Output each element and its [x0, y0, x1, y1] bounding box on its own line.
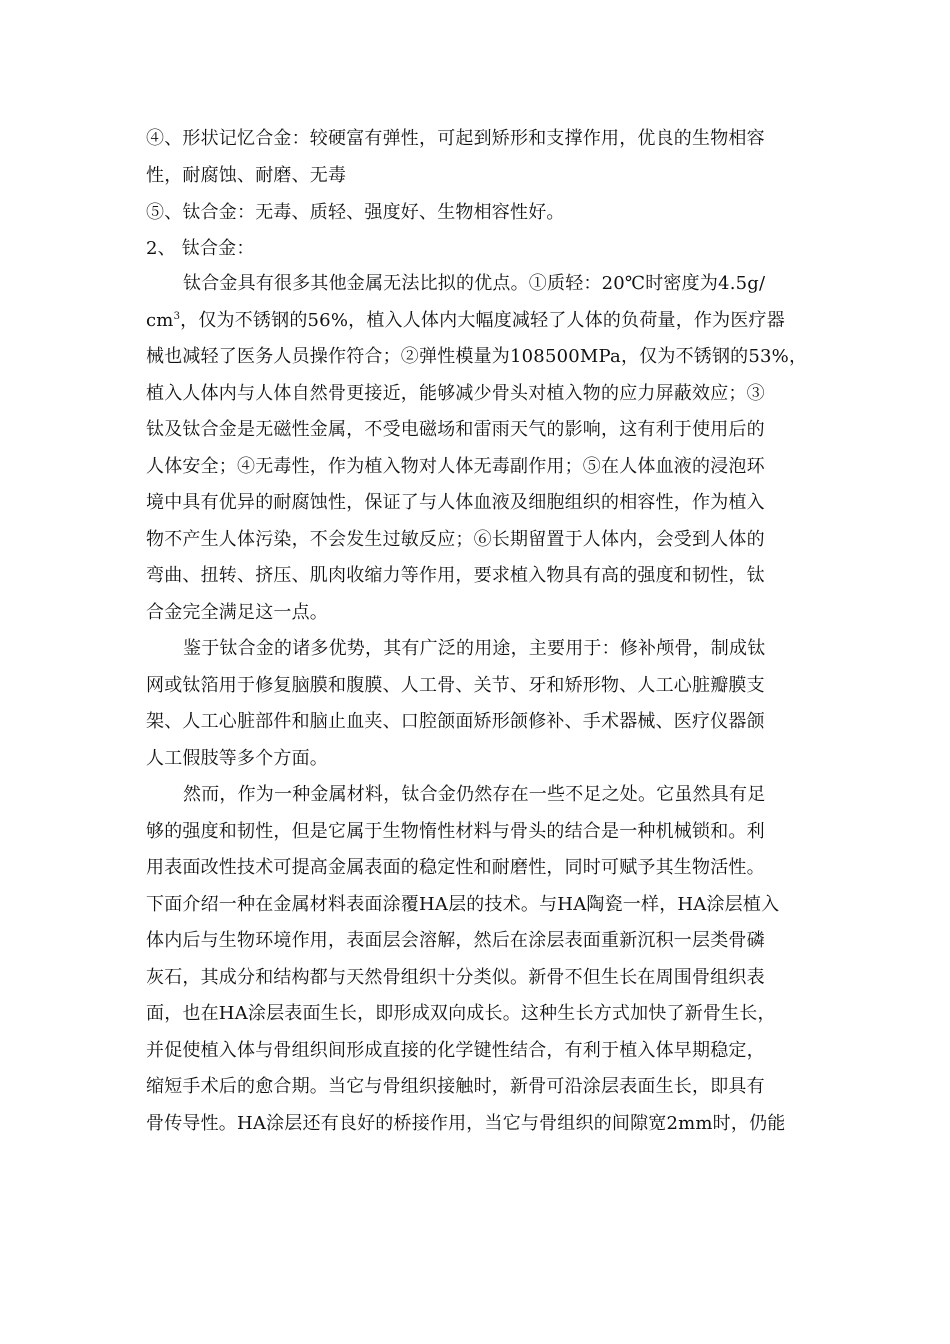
- paragraph-line: 下面介绍一种在金属材料表面涂覆HA层的技术。与HA陶瓷一样，HA涂层植入: [146, 894, 780, 915]
- paragraph-line: 缩短手术后的愈合期。当它与骨组织接触时，新骨可沿涂层表面生长，即具有: [146, 1076, 765, 1097]
- text-line: ⑤、钛合金：无毒、质轻、强度好、生物相容性好。: [146, 202, 565, 223]
- paragraph-line: 架、人工心脏部件和脑止血夹、口腔颌面矫形颌修补、手术器械、医疗仪器颌: [146, 711, 765, 732]
- paragraph-line: 网或钛箔用于修复脑膜和腹膜、人工骨、关节、牙和矫形物、人工心脏瓣膜支: [146, 675, 765, 696]
- paragraph-line: 够的强度和韧性，但是它属于生物惰性材料与骨头的结合是一种机械锁和。利: [146, 821, 765, 842]
- paragraph-line: 并促使植入体与骨组织间形成直接的化学键性结合，有利于植入体早期稳定，: [146, 1040, 765, 1061]
- paragraph-line: 灰石，其成分和结构都与天然骨组织十分类似。新骨不但生长在周围骨组织表: [146, 967, 765, 988]
- text-line: 性，耐腐蚀、耐磨、无毒: [146, 165, 347, 186]
- section-heading: 2、 钛合金：: [146, 238, 255, 259]
- paragraph-line: 体内后与生物环境作用，表面层会溶解，然后在涂层表面重新沉积一层类骨磷: [146, 930, 765, 951]
- superscript: 3: [173, 311, 181, 322]
- paragraph-line: 人工假肢等多个方面。: [146, 748, 328, 769]
- paragraph-line: 人体安全；④无毒性，作为植入物对人体无毒副作用；⑤在人体血液的浸泡环: [146, 456, 765, 477]
- paragraph-line: 弯曲、扭转、挤压、肌肉收缩力等作用，要求植入物具有高的强度和韧性，钛: [146, 565, 765, 586]
- paragraph-line: 用表面改性技术可提高金属表面的稳定性和耐磨性，同时可赋予其生物活性。: [146, 857, 765, 878]
- paragraph-line: 植入人体内与人体自然骨更接近，能够减少骨头对植入物的应力屏蔽效应；③: [146, 383, 765, 404]
- text-line: ④、形状记忆合金：较硬富有弹性，可起到矫形和支撑作用，优良的生物相容: [146, 128, 765, 149]
- paragraph-line: 鉴于钛合金的诸多优势，其有广泛的用途，主要用于：修补颅骨，制成钛: [183, 638, 766, 659]
- paragraph-line: [146, 310, 826, 332]
- paragraph-line: 物不产生人体污染，不会发生过敏反应；⑥长期留置于人体内，会受到人体的: [146, 529, 765, 550]
- paragraph-line: 合金完全满足这一点。: [146, 602, 328, 623]
- unit-text: cm: [146, 310, 174, 331]
- paragraph-line: 然而，作为一种金属材料，钛合金仍然存在一些不足之处。它虽然具有足: [183, 784, 766, 805]
- paragraph-line: 面，也在HA涂层表面生长，即形成双向成长。这种生长方式加快了新骨生长，: [146, 1003, 776, 1024]
- paragraph-line: 骨传导性。HA涂层还有良好的桥接作用，当它与骨组织的间隙宽2mm时，仍能: [146, 1113, 786, 1134]
- line-text: ，仅为不锈钢的56%，植入人体内大幅度减轻了人体的负荷量，作为医疗器: [180, 310, 785, 331]
- paragraph-line: 钛合金具有很多其他金属无法比拟的优点。①质轻：20℃时密度为4.5g/: [183, 273, 766, 294]
- paragraph-line: 钛及钛合金是无磁性金属，不受电磁场和雷雨天气的影响，这有利于使用后的: [146, 419, 765, 440]
- paragraph-line: 械也减轻了医务人员操作符合；②弹性模量为108500MPa，仅为不锈钢的53%，: [146, 346, 808, 367]
- paragraph-line: 境中具有优异的耐腐蚀性，保证了与人体血液及细胞组织的相容性，作为植入: [146, 492, 765, 513]
